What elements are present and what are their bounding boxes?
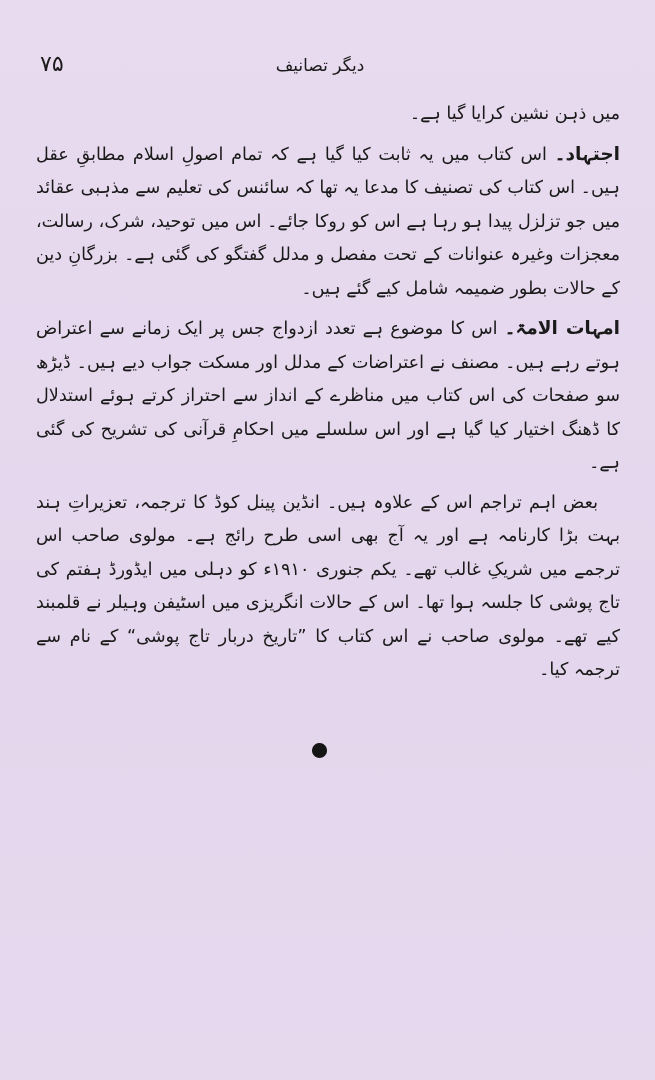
paragraph-text: اس کا موضوع ہے تعدد ازدواج جس پر ایک زمانے سے اعتراض ہوتے رہے ہیں۔ مصنف نے اعتراضات کے مدلل اور مسکت جواب دیے ہیں۔ ڈیڑھ سو صفحات کی اس کتاب میں مناظرے کے انداز سے احتراز کرتے ہوئے استدلال کا ڈھنگ اختیار کیا گیا ہے اور اس سلسلے میں احکامِ قرآنی کی تشریح کی گئی ہے۔: [36, 319, 620, 473]
page-number: ۷۵: [40, 52, 64, 77]
running-header: دیگر تصانیف: [275, 56, 365, 76]
book-title-term: امہات الامۃ۔: [504, 318, 620, 339]
page-body: [36, 98, 620, 694]
paragraph-text: بعض اہم تراجم اس کے علاوہ ہیں۔ انڈین پینل کوڈ کا ترجمہ، تعزیراتِ ہند بہت بڑا کارنامہ ہے اور یہ آج بھی اسی طرح رائج ہے۔ مولوی صاحب اس ترجمے میں شریکِ غالب تھے۔ یکم جنوری ۱۹۱۰ء کو دہلی میں ایڈورڈ ہفتم کی تاج پوشی کا جلسہ ہوا تھا۔ اس کے حالات انگریزی میں اسٹیفن وہیلر نے قلمبند کیے تھے۔ مولوی صاحب نے اس کتاب کا ”تاریخ دربار تاج پوشی“ کے نام سے ترجمہ کیا۔: [36, 492, 621, 680]
paragraph-ummahat: [36, 312, 620, 481]
paragraph-ijtihad: [36, 138, 620, 307]
paragraph-translations: [36, 487, 620, 688]
section-end-dot: [312, 743, 327, 758]
paragraph-text: میں ذہن نشین کرایا گیا ہے۔: [409, 104, 620, 124]
paragraph-text: اس کتاب میں یہ ثابت کیا گیا ہے کہ تمام اصولِ اسلام مطابقِ عقل ہیں۔ اس کتاب کی تصنیف کا مدعا یہ تھا کہ سائنس کی تعلیم سے مذہبی عقائد میں جو تزلزل پیدا ہو رہا ہے اس کو روکا جائے۔ اس میں توحید، شرک، رسالت، معجزات وغیرہ عنوانات کے تحت مفصل و مدلل گفتگو کی گئی ہے۔ بزرگانِ دین کے حالات بطور ضمیمہ شامل کیے گئے ہیں۔: [36, 144, 620, 299]
paragraph-continuation: [36, 98, 620, 132]
book-title-term: اجتہاد۔: [554, 143, 620, 165]
